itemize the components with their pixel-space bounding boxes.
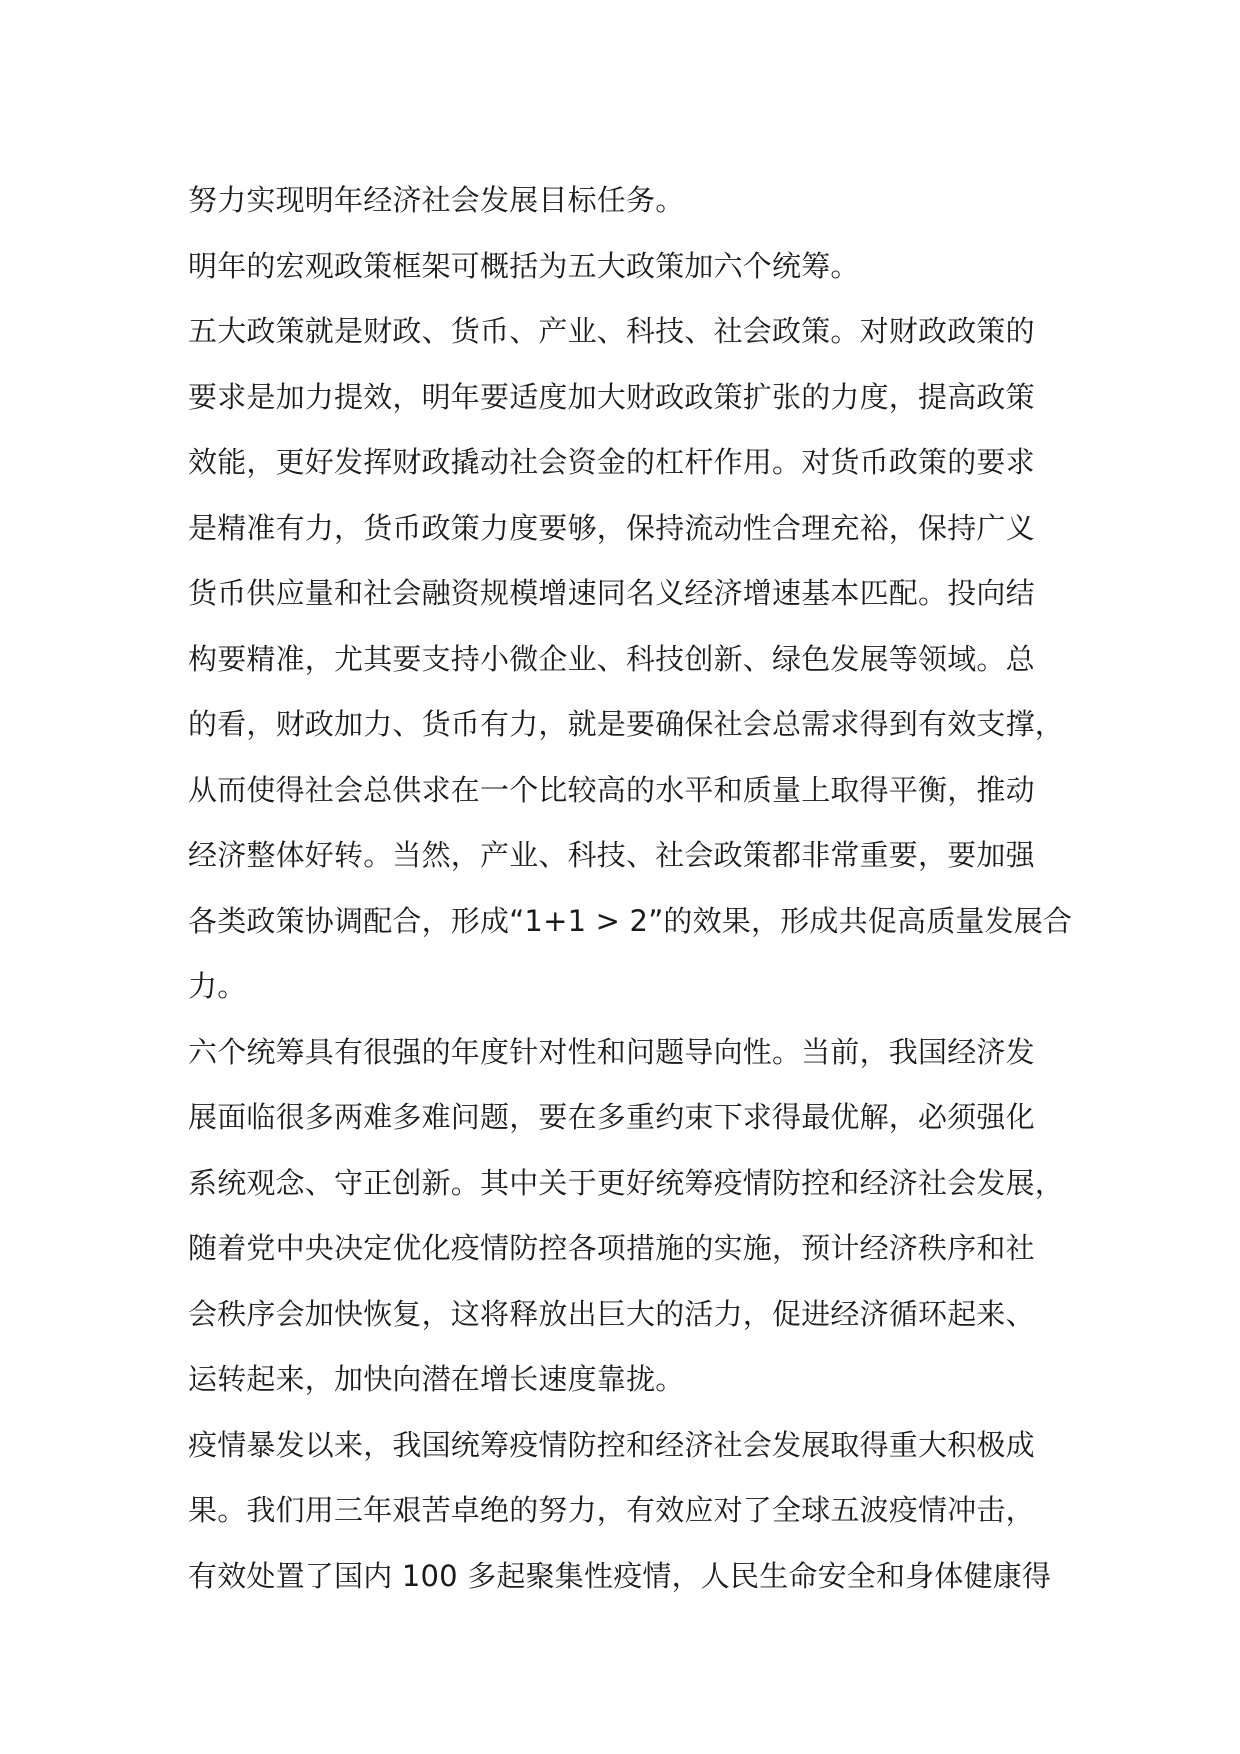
text-line: 疫情暴发以来，我国统筹疫情防控和经济社会发展取得重大积极成: [188, 1427, 1035, 1462]
text-line: 效能，更好发挥财政撬动社会资金的杠杆作用。对货币政策的要求: [188, 445, 1035, 479]
text-line: 努力实现明年经济社会发展目标任务。: [188, 183, 685, 217]
text-line: 各类政策协调配合，形成“1+1 > 2”的效果，形成共促高质量发展合: [188, 903, 1073, 938]
text-line: 力。: [188, 969, 247, 1003]
text-line: 是精准有力，货币政策力度要够，保持流动性合理充裕，保持广义: [188, 510, 1035, 545]
text-line: 果。我们用三年艰苦卓绝的努力，有效应对了全球五波疫情冲击，: [188, 1493, 1035, 1527]
text-line: 的看，财政加力、货币有力，就是要确保社会总需求得到有效支撑，: [188, 707, 1065, 741]
text-line: 展面临很多两难多难问题，要在多重约束下求得最优解，必须强化: [188, 1100, 1035, 1134]
text-line: 经济整体好转。当然，产业、科技、社会政策都非常重要，要加强: [188, 838, 1035, 872]
text-line: 明年的宏观政策框架可概括为五大政策加六个统筹。: [188, 248, 860, 283]
text-line: 六个统筹具有很强的年度针对性和问题导向性。当前，我国经济发: [188, 1034, 1035, 1069]
text-line: 构要精准，尤其要支持小微企业、科技创新、绿色发展等领域。总: [188, 641, 1035, 676]
text-line: 货币供应量和社会融资规模增速同名义经济增速基本匹配。投向结: [188, 576, 1035, 610]
text-line: 会秩序会加快恢复，这将释放出巨大的活力，促进经济循环起来、: [188, 1296, 1035, 1331]
text-line: 从而使得社会总供求在一个比较高的水平和质量上取得平衡，推动: [188, 772, 1035, 807]
text-line: 系统观念、守正创新。其中关于更好统筹疫情防控和经济社会发展，: [188, 1165, 1065, 1200]
text-line: 有效处置了国内 100 多起聚集性疫情，人民生命安全和身体健康得: [188, 1558, 1052, 1593]
document-body: [188, 168, 1088, 1609]
text-line: 随着党中央决定优化疫情防控各项措施的实施，预计经济秩序和社: [188, 1231, 1035, 1265]
text-line: 五大政策就是财政、货币、产业、科技、社会政策。对财政政策的: [188, 314, 1035, 348]
text-line: 运转起来，加快向潜在增长速度靠拢。: [188, 1362, 685, 1396]
text-line: 要求是加力提效，明年要适度加大财政政策扩张的力度，提高政策: [188, 379, 1035, 414]
